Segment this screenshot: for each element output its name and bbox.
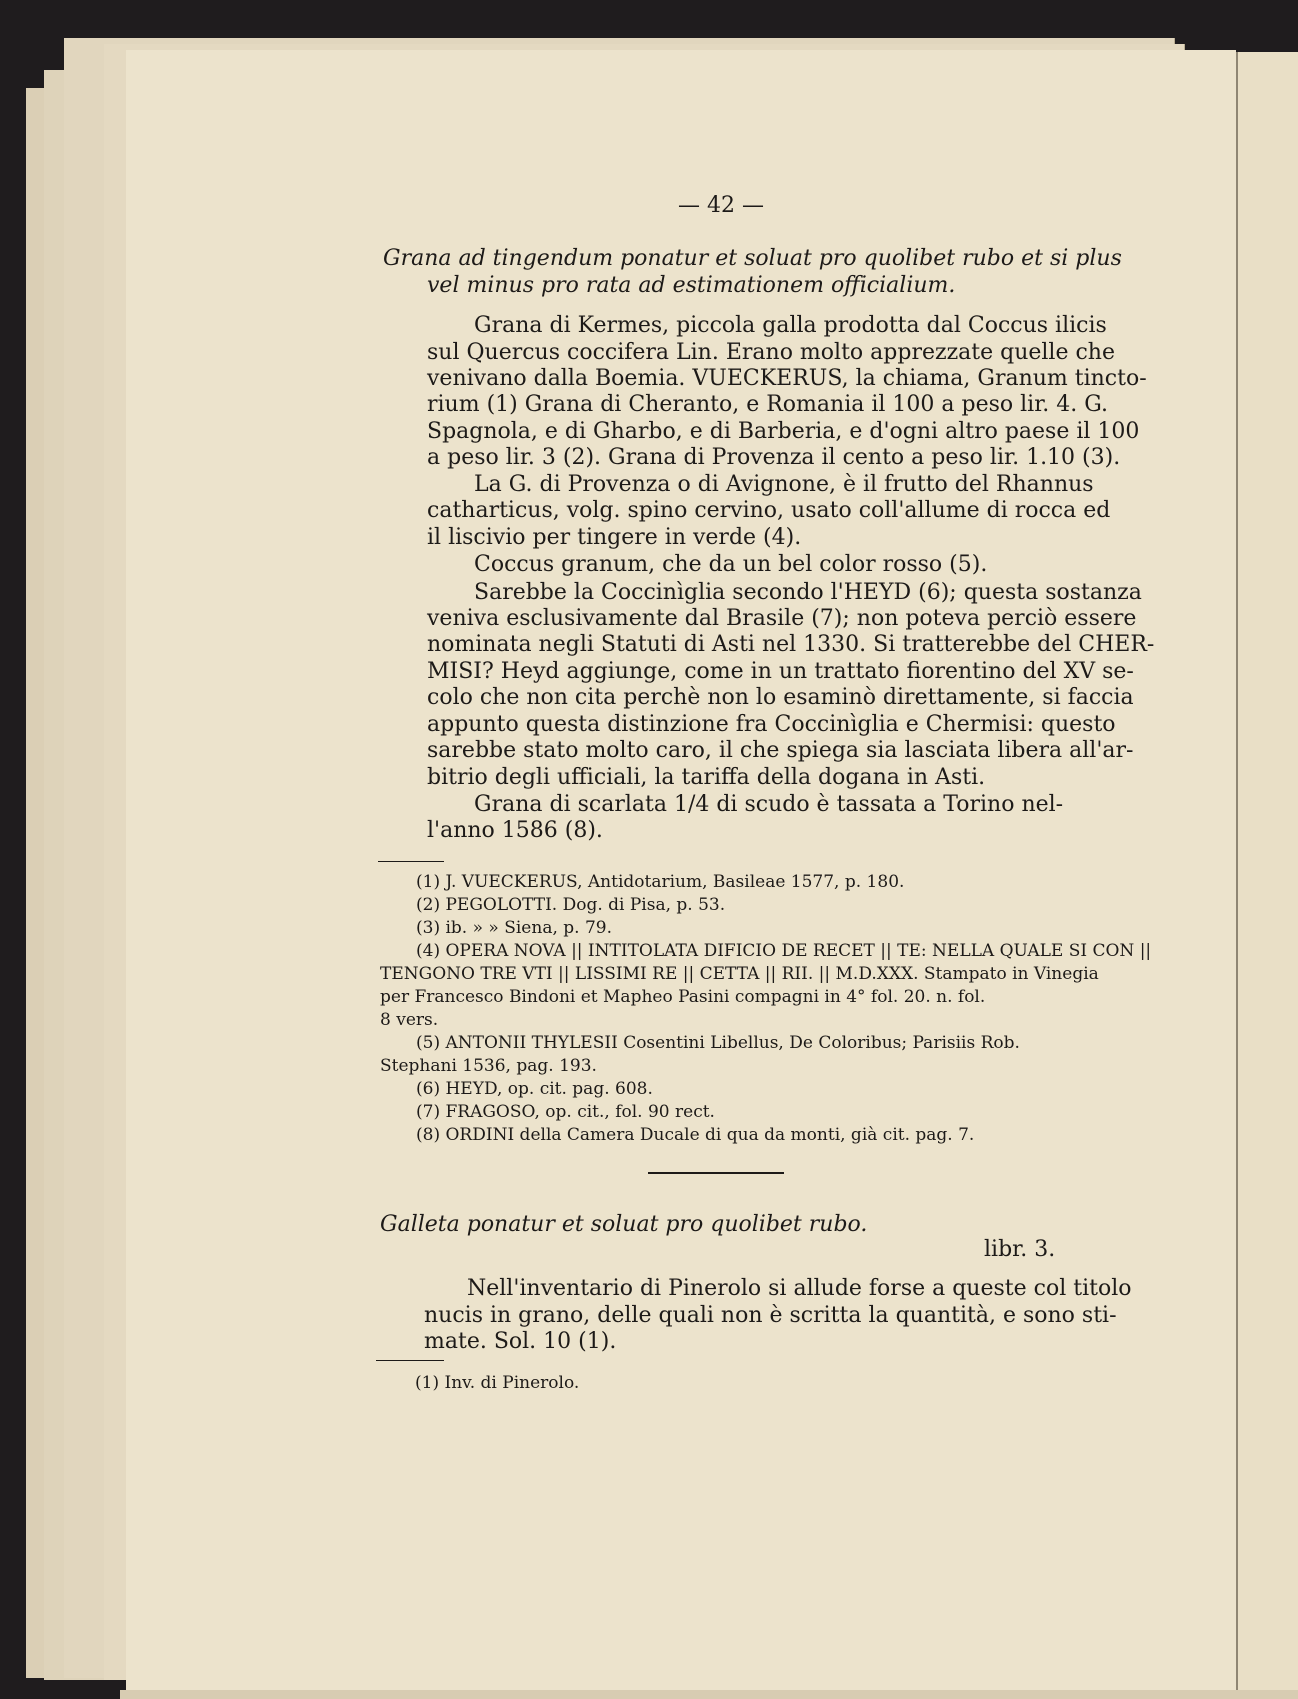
body-line: il liscivio per tingere in verde (4). xyxy=(427,525,802,550)
footnote-rule xyxy=(378,861,444,862)
footnote-rule xyxy=(376,1360,444,1361)
footnote-line: TENGONO TRE VTI || LISSIMI RE || CETTA || RII. || M.D.XXX. Stampato in Vinegia xyxy=(380,964,1099,984)
footnote-line: (7) FRAGOSO, op. cit., fol. 90 rect. xyxy=(416,1102,715,1122)
page-bottom-edge xyxy=(120,1690,1298,1699)
body-line: Grana di Kermes, piccola galla prodotta dal Coccus ilicis xyxy=(474,313,1107,338)
footnote-line: (2) PEGOLOTTI. Dog. di Pisa, p. 53. xyxy=(416,895,726,915)
statute-line: Grana ad tingendum ponatur et soluat pro quolibet rubo et si plus xyxy=(383,246,1122,271)
footnote-line: per Francesco Bindoni et Mapheo Pasini compagni in 4° fol. 20. n. fol. xyxy=(380,987,986,1007)
body-line: nucis in grano, delle quali non è scritta la quantità, e sono sti- xyxy=(424,1303,1117,1328)
footnote-line: (1) J. VUECKERUS, Antidotarium, Basileae 1577, p. 180. xyxy=(416,872,905,892)
statute-line: vel minus pro rata ad estimationem officialium. xyxy=(427,273,956,298)
footnote-line: 8 vers. xyxy=(380,1010,439,1030)
body-line: venivano dalla Boemia. VUECKERUS, la chiama, Granum tincto- xyxy=(427,366,1147,391)
body-line: appunto questa distinzione fra Coccinìglia e Chermisi: questo xyxy=(427,712,1116,737)
body-line: MISI? Heyd aggiunge, come in un trattato fiorentino del XV se- xyxy=(427,659,1134,684)
body-line: rium (1) Grana di Cheranto, e Romania il 100 a peso lir. 4. G. xyxy=(427,392,1109,417)
footnote-line: Stephani 1536, pag. 193. xyxy=(380,1056,597,1076)
body-line: Spagnola, e di Gharbo, e di Barberia, e d'ogni altro paese il 100 xyxy=(427,419,1140,444)
body-line: Coccus granum, che da un bel color rosso (5). xyxy=(474,552,988,577)
body-line: l'anno 1586 (8). xyxy=(427,818,603,843)
statute-amount: libr. 3. xyxy=(984,1237,1056,1262)
footnote-line: (5) ANTONII THYLESII Cosentini Libellus, De Coloribus; Parisiis Rob. xyxy=(416,1033,1020,1053)
body-line: mate. Sol. 10 (1). xyxy=(424,1329,617,1354)
body-line: nominata negli Statuti di Asti nel 1330. Si tratterebbe del CHER- xyxy=(427,632,1155,657)
footnote-line: (3) ib. » » Siena, p. 79. xyxy=(416,918,612,938)
body-line: catharticus, volg. spino cervino, usato coll'allume di rocca ed xyxy=(427,498,1111,523)
body-line: sarebbe stato molto caro, il che spiega sia lasciata libera all'ar- xyxy=(427,738,1134,763)
body-line: Sarebbe la Coccinìglia secondo l'HEYD (6); questa sostanza xyxy=(474,580,1142,605)
footnote-line: (8) ORDINI della Camera Ducale di qua da monti, già cit. pag. 7. xyxy=(416,1125,975,1145)
body-line: veniva esclusivamente dal Brasile (7); non poteva perciò essere xyxy=(427,606,1137,631)
body-line: La G. di Provenza o di Avignone, è il frutto del Rhannus xyxy=(474,472,1094,497)
section-divider xyxy=(648,1172,784,1174)
statute-line: Galleta ponatur et soluat pro quolibet rubo. xyxy=(380,1212,868,1237)
page-number: — 42 — xyxy=(678,193,764,218)
footnote-line: (1) Inv. di Pinerolo. xyxy=(415,1373,580,1393)
footnote-line: (4) OPERA NOVA || INTITOLATA DIFICIO DE RECET || TE: NELLA QUALE SI CON || xyxy=(416,941,1152,961)
footnote-line: (6) HEYD, op. cit. pag. 608. xyxy=(416,1079,653,1099)
body-line: colo che non cita perchè non lo esaminò direttamente, si faccia xyxy=(427,685,1134,710)
body-line: Nell'inventario di Pinerolo si allude forse a queste col titolo xyxy=(467,1276,1132,1301)
facing-page-edge xyxy=(1236,52,1298,1699)
body-line: Grana di scarlata 1/4 di scudo è tassata a Torino nel- xyxy=(474,792,1064,817)
body-line: bitrio degli ufficiali, la tariffa della dogana in Asti. xyxy=(427,765,986,790)
body-line: sul Quercus coccifera Lin. Erano molto apprezzate quelle che xyxy=(427,340,1115,365)
body-line: a peso lir. 3 (2). Grana di Provenza il cento a peso lir. 1.10 (3). xyxy=(427,445,1121,470)
